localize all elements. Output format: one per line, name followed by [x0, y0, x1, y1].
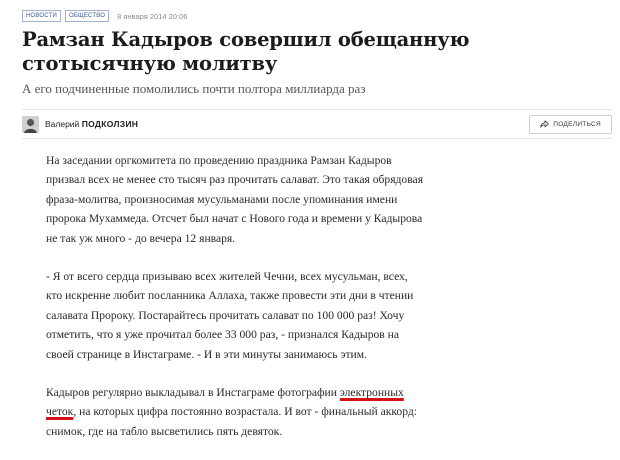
publish-date: 8 января 2014 20:06: [117, 11, 188, 21]
share-label: ПОДЕЛИТЬСЯ: [553, 120, 601, 128]
share-arrow-icon: [540, 120, 549, 128]
divider-top: [22, 109, 612, 110]
author-row: [22, 113, 612, 135]
article-meta: [22, 10, 187, 22]
paragraph-1: На заседании оргкомитета по проведению праздника Рамзан Кадыров призвал всех не менее сто тысяч раз прочитать салават. Это такая обрядовая фраза-молитва, произносимая мусульманами после упоминания имени пророка Мухаммеда. Отсчет был начат с Нового года и времени у Кадырова не так уж много - до вечера 12 января.: [46, 154, 424, 245]
paragraph-3-start: Кадыров регулярно выкладывал в Инстаграме фотографии: [46, 386, 340, 400]
paragraph-3-end: , на которых цифра постоянно возрастала. И вот - финальный аккорд: снимок, где на табло высветились пять девяток.: [46, 405, 417, 438]
author-name[interactable]: [45, 119, 138, 129]
tag-news[interactable]: НОВОСТИ: [22, 10, 61, 22]
article-title: Рамзан Кадыров совершил обещанную стотысячную молитву: [22, 28, 470, 75]
author-avatar[interactable]: [22, 116, 39, 133]
article-body: [46, 151, 426, 460]
paragraph-2: - Я от всего сердца призываю всех жителей Чечни, всех мусульман, всех, кто искренне любит посланника Аллаха, также провести эти дни в чтении салавата Пророку. Постарайтесь прочитать салават по 100 000 раз! Хочу отметить, что я уже прочитал более 33 000 раз, - признался Кадыров на своей странице в Инстаграме. - И в эти минуты занимаюсь этим.: [46, 270, 414, 361]
tag-society[interactable]: ОБЩЕСТВО: [65, 10, 109, 22]
electronic-beads-link[interactable]: электронных четок: [46, 386, 404, 419]
paragraph-3: [46, 383, 426, 441]
share-button[interactable]: [529, 115, 612, 134]
author-portrait-icon: [22, 116, 39, 133]
divider-bottom: [22, 138, 612, 139]
article-subtitle: А его подчиненные помолились почти полтора миллиарда раз: [22, 81, 366, 96]
author-last-name: ПОДКОЛЗИН: [81, 119, 139, 129]
author-first-name: Валерий: [45, 119, 80, 129]
